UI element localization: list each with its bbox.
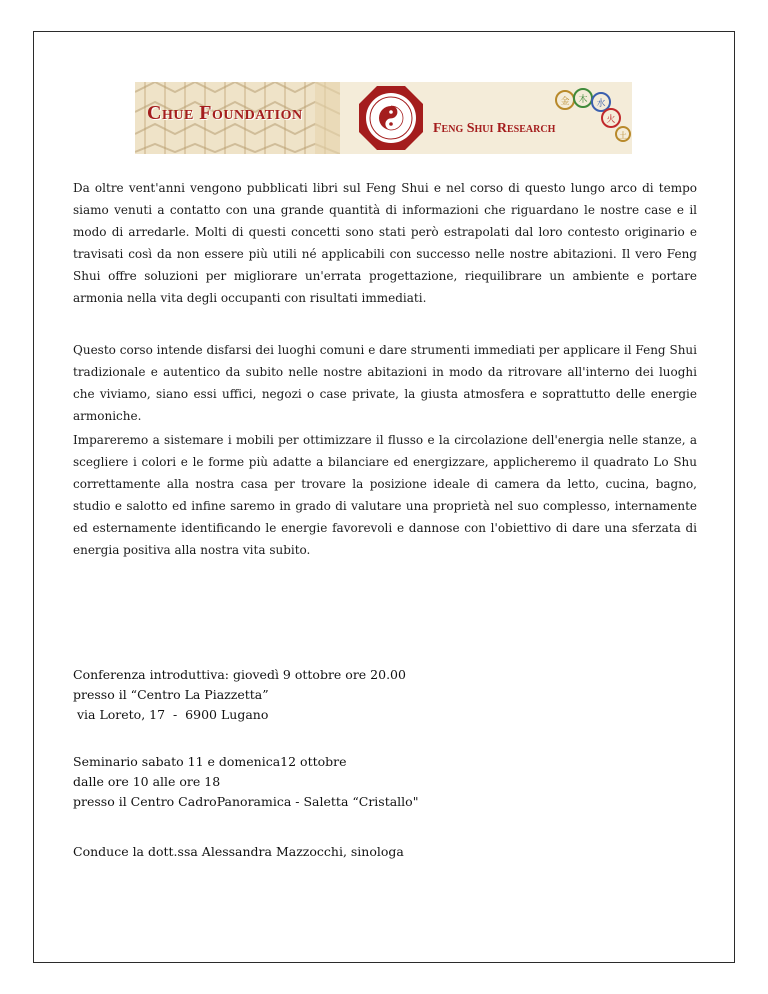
conductor-name: Conduce la dott.ssa Alessandra Mazzocchi, sinologa: [73, 844, 404, 859]
svg-text:金: 金: [560, 97, 570, 107]
chue-seal-logo: [357, 84, 425, 152]
header-banner: [135, 82, 632, 154]
learning-paragraph: [73, 429, 697, 561]
seminar-info: [73, 752, 418, 812]
svg-text:水: 水: [596, 99, 606, 109]
paragraph-text: Da oltre vent'anni vengono pubblicati libri sul Feng Shui e nel corso di questo lungo arco di tempo siamo venuti a contatto con una grande quantità di informazioni che riguardano le nostre case e il modo di arredarle. Molti di questi concetti sono stati però estrapolati dal loro contesto originario e travisati così da non essere più utili né applicabili con successo nelle nostre abitazioni. Il vero Feng Shui offre soluzioni per migliorare un'errata progettazione, riequilibrare un ambiente e portare armonia nella vita degli occupanti con risultati immediati.: [73, 181, 697, 305]
paragraph-text: Questo corso intende disfarsi dei luoghi comuni e dare strumenti immediati per applicare il Feng Shui tradizionale e autentico da subito nelle nostre abitazioni in modo da ritrovare all'interno dei luoghi che viviamo, siano essi uffici, negozi o case private, la giusta atmosfera e soprattutto delle energie armoniche.: [73, 343, 697, 423]
conference-address: via Loreto, 17 - 6900 Lugano: [73, 707, 269, 722]
seminar-hours: dalle ore 10 alle ore 18: [73, 774, 221, 789]
conference-venue: presso il “Centro La Piazzetta”: [73, 687, 269, 702]
svg-text:土: 土: [619, 131, 627, 140]
paragraph-text: Impareremo a sistemare i mobili per ottimizzare il flusso e la circolazione dell'energia nelle stanze, a scegliere i colori e le forme più adatte a bilanciare ed energizzare, applicheremo il quadrato Lo Shu correttamente alla nostra casa per trovare la posizione ideale di camera da letto, cucina, bagno, studio e salotto ed infine saremo in grado di valutare una proprietà nel suo complesso, internamente ed esternamente identificando le energie favorevoli e dannose con l'obiettivo di dare una sferzata di energia positiva alla nostra vita subito.: [73, 433, 697, 557]
research-subtitle: Feng Shui Research: [433, 121, 556, 136]
conference-info: [73, 665, 406, 725]
brand-title: Chue Foundation: [147, 102, 303, 124]
svg-text:火: 火: [606, 115, 616, 125]
course-paragraph: [73, 339, 697, 427]
conductor-info: [73, 842, 404, 862]
conference-title: Conferenza introduttiva: giovedì 9 ottobre ore 20.00: [73, 667, 406, 682]
seminar-dates: Seminario sabato 11 e domenica12 ottobre: [73, 754, 347, 769]
intro-paragraph: [73, 177, 697, 309]
svg-text:木: 木: [578, 95, 588, 105]
seminar-venue: presso il Centro CadroPanoramica - Saletta “Cristallo": [73, 794, 419, 809]
five-elements-icon: [553, 88, 631, 148]
